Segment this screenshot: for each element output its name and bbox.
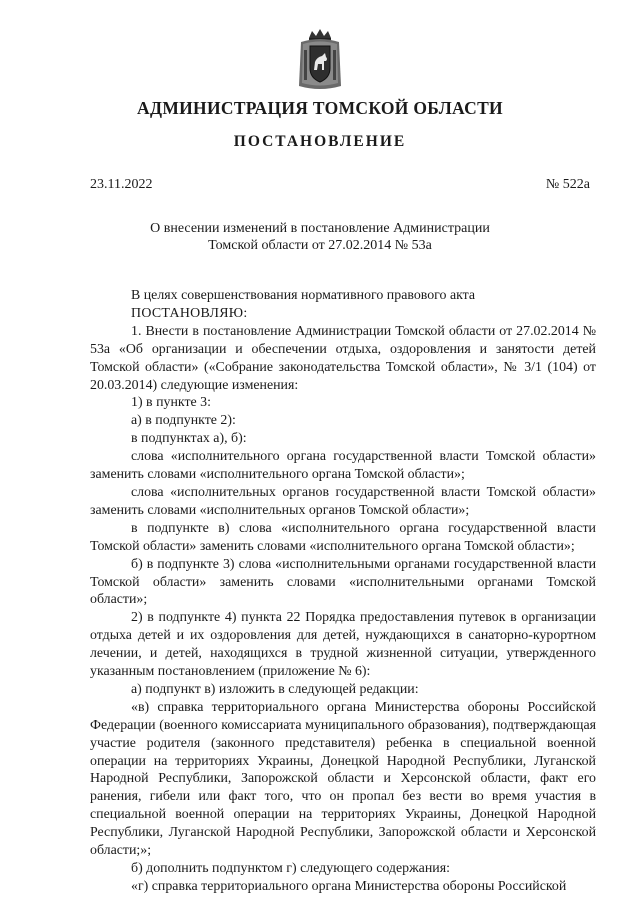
- paragraph: слова «исполнительных органов государственной власти Томской области» заменить словами «исполнительных органов Томской области»;: [90, 484, 596, 518]
- coat-of-arms-icon: [297, 28, 343, 92]
- preamble: В целях совершенствования нормативного правового акта: [131, 288, 476, 303]
- paragraph: б) дополнить подпунктом г) следующего содержания:: [131, 861, 450, 876]
- document-type: ПОСТАНОВЛЕНИЕ: [233, 133, 407, 150]
- paragraph: а) подпункт в) изложить в следующей редакции:: [131, 681, 419, 697]
- paragraph: а) в подпункте 2):: [131, 413, 236, 429]
- paragraph: в подпункте в) слова «исполнительного органа государственной власти Томской области» заменить словами «исполнительного органа Томской области»;: [90, 520, 596, 554]
- paragraph: 2) в подпункте 4) пункта 22 Порядка предоставления путевок в организации отдыха детей и их оздоровления для детей, нуждающихся в санаторно-курортном лечении, и детей, находящихся в трудной жизненной ситуации, утвержденного указанным постановлением (приложение № 6):: [90, 610, 596, 680]
- document-date: 23.11.2022: [90, 177, 153, 192]
- document-subject: [0, 220, 640, 254]
- paragraph: в подпунктах а), б):: [131, 431, 247, 447]
- paragraph: «г) справка территориального органа Министерства обороны Российской: [131, 878, 567, 894]
- subject-line: О внесении изменений в постановление Администрации: [150, 221, 490, 236]
- paragraph: «в) справка территориального органа Министерства обороны Российской Федерации (военного комиссариата муниципального образования), подтверждающая участие родителя (законного представителя) ребенка в специальной военной операции на территориях Украины, Донецкой Народной Республики, Луганской Народной Республики, Запорожской области и Херсонской области, факт его ранения, гибели или факт того, что он пропал без вести во время участия в специальной военной операции на территориях Украины, Донецкой Народной Республики, Луганской Народной Республики, Запорожской области и Херсонской области;»;: [90, 699, 596, 859]
- paragraph: б) в подпункте 3) слова «исполнительными органами государственной власти Томской области» заменить словами «исполнительными органами Томской области»;: [90, 556, 596, 608]
- paragraph: 1) в пункте 3:: [131, 395, 211, 411]
- document-body: [90, 287, 596, 896]
- organization-title: АДМИНИСТРАЦИЯ ТОМСКОЙ ОБЛАСТИ: [137, 98, 503, 118]
- document-number: № 522а: [545, 177, 590, 192]
- decree-word: ПОСТАНОВЛЯЮ:: [131, 305, 248, 321]
- paragraph: слова «исполнительного органа государственной власти Томской области» заменить словами «исполнительного органа Томской области»;: [90, 449, 596, 483]
- subject-line: Томской области от 27.02.2014 № 53а: [208, 238, 432, 253]
- paragraph: 1. Внести в постановление Администрации Томской области от 27.02.2014 № 53а «Об организации и обеспечении отдыха, оздоровления и занятости детей Томской области» («Собрание законодательства Томской области», № 3/1 (104) от 20.03.2014) следующие изменения:: [90, 323, 596, 393]
